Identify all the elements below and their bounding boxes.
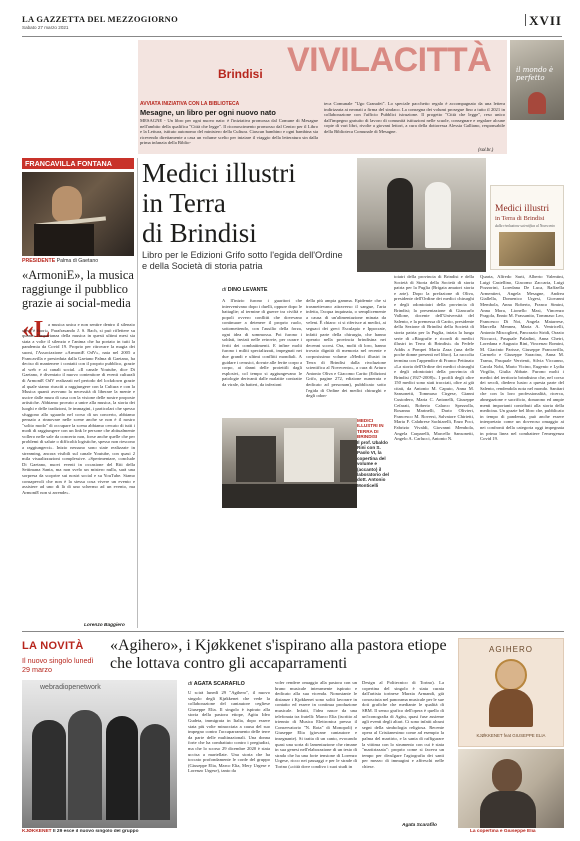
main-book-title-1: Medici illustri (495, 204, 550, 214)
main-photo-caption-title: MEDICI ILLUSTRI IN TERRA DI BRINDISI (357, 418, 384, 440)
novita-body-col-3: Design al Politecnico di Torino). La copertina del singolo è stata curata dall'artista torinese Marzia Armandi, già conosciuta nel panorama musicale per le sue doti grafiche che mediante le qualità di SBM. Il senso grafico dell'opera è quello di un'iconografia di Agitu, quasi fuse assieme agli eventi degli altari. Ci sono infatti alcuni segni della simbologia religiosa. Recente opera al Cristianesimo come ad esempio la palma del martirio, e la santa di raffigurare la vittima con lo strumento con cui è stata "martirizzata": proprio come si faceva un tempo per divulgare l'agiografia dei santi per mezzo di immagini e affreschi nelle chiese. (362, 680, 444, 769)
brief-kicker: AVVIATA INIZIATIVA CON LA BIBLIOTECA (140, 101, 240, 107)
brief-body-left: MESAGNE - Un libro per ogni nuovo nato: è l'iniziativa promossa dal Comune di Mesagne nell'ambito della qualifica "Città che legge". Il riconoscimento promosso dal Centro per il Libro e la Lettura, istituto autonomo del ministero della Cultura. Ciascun bambino e ogni bambina sta ricevendo direttamente a casa un volume scelto per iniziare il viaggio della letteratura sin dalla prima infanzia della Biblio- (140, 118, 318, 146)
brief-book-cover (510, 40, 564, 120)
main-book-title-2: in Terra di Brindisi (495, 215, 545, 222)
music-photo (22, 172, 134, 256)
masthead-rule (22, 36, 562, 37)
novita-cover-subtitle: KJØKKENET feat GIUSEPPE ELIA (476, 733, 546, 738)
main-byline (222, 287, 267, 293)
novita-label: LA NOVITÀ (22, 640, 84, 652)
novita-band-caption (22, 829, 182, 835)
novita-date-line-2: 29 marzo (22, 665, 52, 674)
brief-body-right: teca Comunale "Ugo Granafei". Lo speciale pacchetto regalo è accompagnato da una lettera indirizzata ai neonati a firma del sindaco. La consegna dei volumi prosegue fino a tutto il 2021 in collaborazione con l'ufficio Pubblici istruzione. Il progetto "Città che legge", reso unico dall'impegno gratuito di lavoro di comunità istituzioni nelle scuole, consegnare e regalare alcune copie di vari libri, rivolte a giovani lettori, a cura della dottoressa Alessia Galliano, responsabile della Biblioteca Comunale di Mesagne. (324, 101, 505, 134)
brief-title: Mesagne, un libro per ogni nuovo nato (140, 108, 276, 117)
main-photo-caption (357, 418, 390, 508)
main-body-col-1: A ll'inizio furono i guaritori che intervenivano dopo i duelli, oppure dopo le battaglie; al termine di guerre tra civiltà e popoli ovvero conflitti che dovevano continuare a detenere il proprio ruolo, sottomettendo, con l'ausilio della forza, ogni idea di sommossa. Poi furono i soldati, inviati nelle retrovie, per curare i feriti dei combattimenti. E infine molti furono i militi specializzati, impegnati nei due grandi e ultimi conflitti mondiali. A guidare i cerusici, dovute alle ferite corpo a corpo, ai danni delle proiettili dagli esplosivi, col tempo si aggiungevano le patologie derivanti dalle malattie contratte da virale, da batteri, da infezioni (222, 298, 302, 387)
section-banner: VIVILACITTÀ (287, 41, 492, 79)
main-subtitle: Libro per le Edizioni Grifo sotto l'egida dell'Ordine e della Società di storia patria (142, 250, 343, 271)
novita-byline-name: AGATA SCARAFILO (193, 681, 245, 687)
main-book-cover (490, 185, 564, 270)
masthead (22, 14, 562, 36)
brief-book-cover-text: il mondo è perfetto (516, 66, 554, 82)
novita-cover-caption: La copertina e Giuseppe Elia (470, 829, 536, 834)
left-column-divider (137, 158, 138, 628)
main-byline-name: DINO LEVANTE (227, 287, 268, 293)
novita-singer-photo (458, 749, 564, 828)
novita-byline-prefix: di (188, 681, 193, 687)
main-body-col-4: Quarta, Alfredo Sarti, Alberto Valentini, Luigi Castellino, Giacomo Zaccaria, Luigi Pozzorini, Loredana De Luca, Raffaella Armentieri, Angela Mesagne, Andrea Giallella, Domenico Urgesi, Giovanni Membola, Anna Roberto, Franco Simini, Anna Mora, Lionello Masi, Vincenzo Pragola, Ennio M. Frassanito, Tommaso Leo, Francesco Di Noi, Angela Matarrese, Marcella Mennea, Maria A. Ventricelli, Antonio Miscoglieri, Pancrazio Stridi, Orazio Niccucci, Pasquale Paladini, Anna Chetri, Loredana e Augusto Rini, Vincenzo Romini, M. Giacinto Parisse, Giuseppe Francavilla, Carmelo e Giuseppe Saracino, Anna M. Trama, Pasquale Verrienti, Silvia Viccanno, Carola Nobi, Mario Vicino, Eugenio e Lydia Virgilio, Giulia Abbate. Furono molti i medici del territorio brindisino che, nel corso dei secoli, diedero lustro a questa parte del Salento, rendendola nota nel mondo. Sanitari che con la loro professionalità, ricerca, abnegazione e sacrificio, donarono ed ampie menti importanti contributi alla storia della medicina. Un grazie bel libro che, pubblicato in tempo di pandemia, può anche essere interpretato come un doveroso omaggio ai nei confronti della categoria oggi impegnata in prima linea nel combattere l'emergenza Covid 19. (480, 274, 564, 442)
novita-byline (188, 681, 245, 687)
main-title-line-1: Medici illustri (142, 158, 296, 188)
music-caption-kicker: PRESIDENTE (22, 258, 56, 264)
music-title: «ArmoniE», la musica raggiunge il pubblico grazie ai social-media (22, 268, 134, 310)
novita-body-col-2: voler rendere omaggio alla pastora con un brano musicale interamente ispirato e dedicato alla sua vicenda. Nonostante le distanze i Kjøkkenet sono soliti lavorare in contatto ed essere in continua produzione musicale. Infatti, l'idea nasce da una telefonata tra fratelli: Marco Elia (iscritto al triennio di Musica Elettronica presso il Conservatorio "N. Rota" di Monopoli) e Giuseppe Elia (giovane cantautore e insegnante). Si tratta di un canto, evocando quasi una sorta di lamentazione che rimane in sua genesi nell'elaborazione di un testo di strada che ha una forte tensione di Lorenzo Urgese, ricco nei passaggi e per le strade di Torino («città dove condivo i suoi studi in (275, 680, 357, 769)
main-title-line-2: in Terra (142, 188, 226, 218)
novita-body-col-1: U scirà lunedì 29 "Agihero", il nuovo singolo degli Kjøkkenet che vede la collaborazione del cantautore cegliese Giuseppe Elia. Il singolo è ispirato alla storia della pastora etiope, Agitu Ideo Gudeta, immigrata in Italia, dopo essere stata più volte minacciata a causa del suo impegno contro l'accaparramento delle terre da parte delle multinazionali. Una donna forte che ha combattuto contro i pregiudizi, ma che lo scorso 29 dicembre 2020 è stata uccisa a martellate. Una storia che ha toccato profondamente le corde del gruppo (Giuseppe Elia, Marco Elia, Mery Urgese e Lorenzo Urgese), tanto da (188, 690, 270, 774)
music-caption-name: Palma di Gaetano (56, 258, 99, 264)
page-number-divider (525, 14, 526, 26)
novita-byline-end: Agata Scarafilo (402, 823, 437, 828)
music-dropcap: «L (22, 317, 51, 343)
novita-web-text: webradiopenetwork (40, 684, 101, 691)
novita-band-caption-band: KJØKKENET (22, 829, 52, 834)
novita-band-photo (22, 680, 177, 828)
music-section-label: FRANCAVILLA FONTANA (25, 159, 112, 168)
novita-title: «Agihero», i Kjøkkenet s'ispirano alla pastora etiope che lottava contro gli accaparramenti (110, 637, 447, 672)
main-body-col-2: della più ampia gamma. Epidemie che si trasmettevano attraverso il sangue, l'aria infetta, l'acqua inquinata, o semplicemente a causa di un'alimentazione minata da veleni. È chiaro: ci si riferisce ai medici, ai seguaci dei greci Esculapio e Ippocrate, infatti parte della chirurgia, che hanno operato nella provincia brindisina nei decenni scorsi. Ora, molti di loro, hanno trovato dignità di memoria nel recente e corposissimo volume «Medici illustri in Terra di Brindisi dalla rivoluzione scientifica al Novecento», a cura di Arturo Antonio Oliva e Giacomo Carito (Edizioni Grifo, pagine 272, edizione numerata e dedicato ad personam), pubblicato sotto l'egida di Ordine dei medici chirurghi e degli odon- (306, 298, 386, 399)
main-book-subtitle: dalla rivoluzione scientifica al Novecento (495, 224, 555, 228)
newspaper-title: LA GAZZETTA DEL MEZZOGIORNO (22, 14, 179, 24)
music-caption (22, 258, 98, 264)
section-separator (22, 631, 564, 632)
novita-cover-art (458, 638, 564, 747)
main-photo-historic (357, 158, 486, 272)
music-byline: Lorenzo Baggiero (84, 623, 125, 628)
main-byline-prefix: di (222, 287, 227, 293)
novita-band-caption-text: Il 29 esce il nuovo singolo del gruppo (52, 829, 139, 834)
music-body: a musica unica e non sentire dentro il silenzio che c'è fuori». Parafrasando J. S. Bach, si può riflettere su quanto l'importanza della musica in questi ultimi mesi sia stata a volte il silenzio e l'anima che ha portato in tutti la pandemia da Covid 19. Proprio per ritrovare la magia dei suoni, l'Associazione «ArmoniE OdV», nata nel 2005 a Francavilla e presieduta dalla Gaetano Palma di Gaetano, ha deciso di mantenere i contatti con il proprio pubblico, grazie al web e ai canali social. «Il canale Youtube, dice Di Gaetano, è diventato il nuovo contenitore di eventi culturali di ArmoniE OdV realizzati nel periodo del lockdown grazie al quale siamo riusciti a raggiungere con la Cultura e con la Musica quanti avevano la necessità di liberare la mente e uscire dalle mura di casa con la visione delle nostre proposte artistiche. Abbiamo provato a unire alla musica, la storia dei luoghi e delle tradizioni, le immagini, i particolari che spesso sfuggono allo sguardo nel corso di un concerto, abbiamo pensato a rinnovare nelle scene anche se non è il nostro "solito modo" di occupare la scena abbiamo cercato di tutti i modi di raggiungere con un link le persone che abitualmente vollero nelle sale da concerto non, forse anche quelle che per problemi di salute o difficoltà logistiche, spesso non riescono a raggiungerci». Inizio nessuno sono state realizzate in streaming, ancora visibili sul canale Youtube, con quasi 2 mila visualizzazioni complessive. «Sperimentare, conclude Di Gaetano, nuovi eventi in occasione del Riti della Settimana Santa, ma non svelo un mistero nulla, sarà una sorpresa da scoprire sui nostri social e su YouTube. Siamo consapevoli che non è la stessa cosa vivere un evento e assistere ad uno di là di uno schermo ad un evento, ma ArmoniE non si arrende». (22, 322, 135, 495)
section-city: Brindisi (218, 67, 263, 81)
main-body-col-3: toiatri della provincia di Brindisi e della Società di Storia della Società di storia patria per la Puglia (Brigata amatori storia e arte). Dopo la prefazione di Oliva, presidente dell'Ordine dei medici chirurghi e degli odontoiatri della provincia di Brindisi; la presentazione di Giancarlo Vallone, docente dell'Università del Salento, e la premessa di Carito, presidente della Sezione di Brindisi della Società di storia patria per la Puglia, inizia la lunga serie di «Biografie e ricordi di medici illustri in Terra di Brindisi» da Fedele Addis a Pompei Maria Zaza (una delle poche donne presenti nel libro). La raccolta termina con l'appendice di Franco Pettinato «La storia dell'Ordine dei medici chirurghi e degli odontoiatri della provincia di Brindisi (1927-2008)». I profili degli oltre 150 medici sono stati tracciati, oltre ai già citati, da Antonio M. Caputo, Anna M. Sansonetti, Tommaso Cirgese, Gianni Custodero, Maria C. Antonelli, Giuseppe Cefarati, Roberto Calarco Spezzolla, Rosanna Marinelli, Dario Olivieri, Francesco M. Roversi, Salvatore Chirietti, Maria F. Calabrese Sachiarelli, Enzo Poci, Fabrizio Vivaldi, Giovanni Membola, Angela Carparelli, Marcello Sansonetti, Angelo A. Carlucci, Antonio N. (394, 274, 474, 442)
main-title (142, 158, 342, 248)
brief-signature: (sol.br.) (478, 147, 494, 152)
page-number: XVII (529, 13, 562, 28)
main-title-line-3: di Brindisi (142, 218, 257, 248)
novita-date-line-1: Il nuovo singolo lunedì (22, 656, 94, 665)
issue-date: Sabato 27 marzo 2021 (22, 25, 69, 30)
novita-cover-title: AGIHERO (489, 645, 533, 654)
main-photo-caption-text: Il prof. Ubaldo Rini con S. Paolo VI, la copertina del volume e (accanto) il laboratorio del dott. Antonio Monticelli (357, 439, 389, 488)
